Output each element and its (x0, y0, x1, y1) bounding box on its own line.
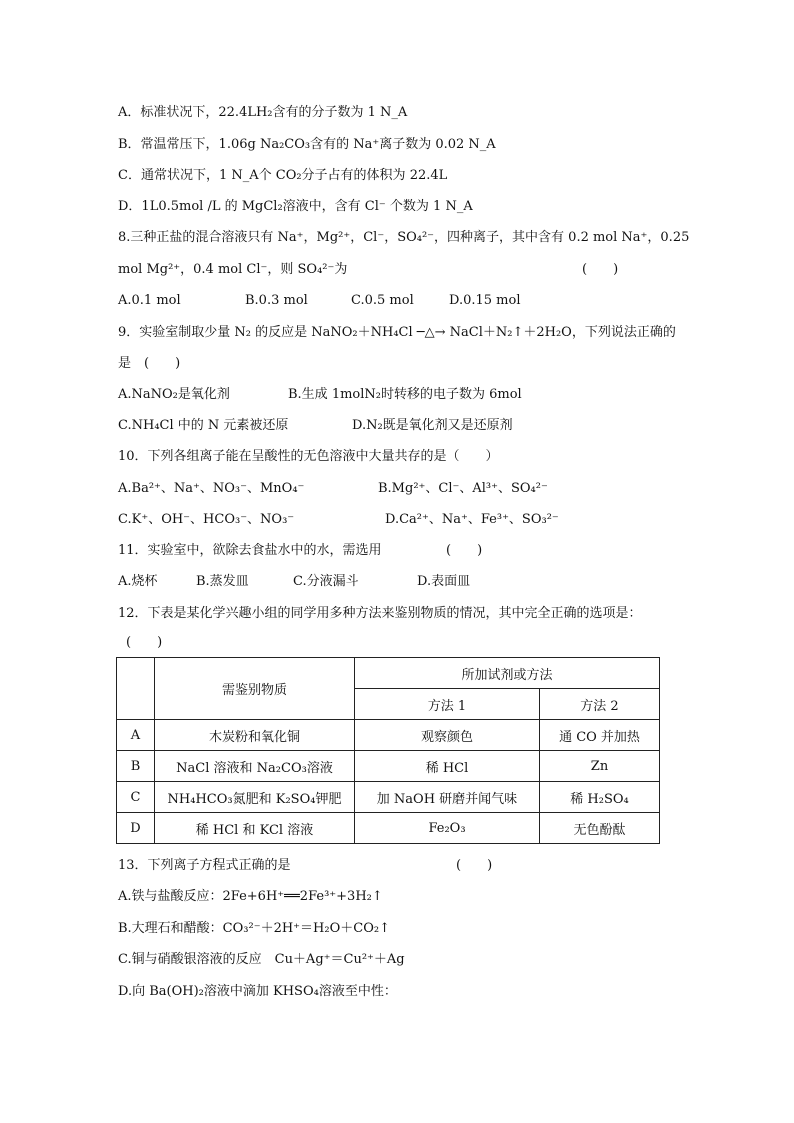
row-method2: 通 CO 并加热 (540, 720, 660, 751)
q9-option-b: B.生成 1molN₂时转移的电子数为 6mol (288, 387, 522, 402)
q10-option-c: C.K⁺、OH⁻、HCO₃⁻、NO₃⁻ (118, 512, 295, 527)
q11-option-b: B.蒸发皿 (196, 574, 249, 589)
q7-option-d: D．1L0.5mol /L 的 MgCl₂溶液中，含有 Cl⁻ 个数为 1 N_A (118, 199, 473, 214)
q10-option-b: B.Mg²⁺、Cl⁻、Al³⁺、SO₄²⁻ (378, 481, 548, 496)
q8-option-b: B.0.3 mol (245, 293, 308, 308)
row-substance: NaCl 溶液和 Na₂CO₃溶液 (155, 751, 355, 782)
row-method1: 加 NaOH 研磨并闻气味 (355, 782, 540, 813)
q11-option-c: C.分液漏斗 (293, 574, 359, 589)
row-method2: 无色酚酞 (540, 813, 660, 844)
row-method1: 观察颜色 (355, 720, 540, 751)
table-row (117, 813, 660, 844)
table-header-option (117, 658, 155, 720)
table-row (117, 782, 660, 813)
q12-table (116, 657, 660, 844)
q13-option-d: D.向 Ba(OH)₂溶液中滴加 KHSO₄溶液至中性： (118, 984, 397, 999)
q7-option-c: C．通常状况下，1 N_A个 CO₂分子占有的体积为 22.4L (118, 168, 448, 183)
table-header-method: 所加试剂或方法 (355, 658, 660, 689)
table-header-substance: 需鉴别物质 (155, 658, 355, 720)
row-method2: 稀 H₂SO₄ (540, 782, 660, 813)
row-option: B (117, 751, 155, 782)
row-method1: Fe₂O₃ (355, 813, 540, 844)
q9-option-a: A.NaNO₂是氧化剂 (118, 387, 230, 402)
q11-answer-paren: ( ) (446, 543, 483, 558)
q13-option-a: A.铁与盐酸反应：2Fe+6H⁺══2Fe³⁺+3H₂↑ (118, 889, 383, 904)
q13-answer-paren: ( ) (456, 858, 493, 873)
q8-option-c: C.0.5 mol (351, 293, 414, 308)
q10-option-d: D.Ca²⁺、Na⁺、Fe³⁺、SO₃²⁻ (385, 512, 559, 527)
row-method2: Zn (540, 751, 660, 782)
q9-option-d: D.N₂既是氧化剂又是还原剂 (352, 418, 513, 433)
q11-option-d: D.表面皿 (417, 574, 471, 589)
row-option: C (117, 782, 155, 813)
row-option: D (117, 813, 155, 844)
row-method1: 稀 HCl (355, 751, 540, 782)
q9-option-c: C.NH₄Cl 中的 N 元素被还原 (118, 418, 289, 433)
table-header-method1: 方法 1 (355, 689, 540, 720)
q7-option-b: B．常温常压下，1.06g Na₂CO₃含有的 Na⁺离子数为 0.02 N_A (118, 137, 496, 152)
q8-stem-line1: 8.三种正盐的混合溶液只有 Na⁺，Mg²⁺，Cl⁻，SO₄²⁻，四种离子，其中含有 0.2 mol Na⁺，0.25 (118, 230, 690, 245)
row-option: A (117, 720, 155, 751)
q9-stem-line2: 是 ( ) (118, 356, 181, 371)
table-row (117, 751, 660, 782)
q13-stem: 13．下列离子方程式正确的是 (118, 858, 291, 873)
q8-option-d: D.0.15 mol (449, 293, 521, 308)
q11-option-a: A.烧杯 (118, 574, 158, 589)
q8-stem-line2: mol Mg²⁺，0.4 mol Cl⁻，则 SO₄²⁻为 (118, 262, 348, 277)
q13-option-c: C.铜与硝酸银溶液的反应 Cu＋Ag⁺＝Cu²⁺＋Ag (118, 952, 405, 967)
table-row (117, 720, 660, 751)
q7-option-a: A．标准状况下，22.4LH₂含有的分子数为 1 N_A (118, 105, 408, 120)
row-substance: NH₄HCO₃氮肥和 K₂SO₄钾肥 (155, 782, 355, 813)
q8-option-a: A.0.1 mol (118, 293, 181, 308)
q8-answer-paren: ( ) (582, 262, 619, 277)
q9-stem-line1: 9．实验室制取少量 N₂ 的反应是 NaNO₂＋NH₄Cl ─△→ NaCl＋N₂↑＋2H₂O，下列说法正确的 (118, 325, 676, 340)
q10-stem: 10．下列各组离子能在呈酸性的无色溶液中大量共存的是（ ） (118, 449, 499, 464)
row-substance: 稀 HCl 和 KCl 溶液 (155, 813, 355, 844)
q11-stem: 11．实验室中，欲除去食盐水中的水，需选用 (118, 543, 382, 558)
row-substance: 木炭粉和氧化铜 (155, 720, 355, 751)
table-header-method2: 方法 2 (540, 689, 660, 720)
q12-stem: 12．下表是某化学兴趣小组的同学用多种方法来鉴别物质的情况，其中完全正确的选项是： (118, 606, 642, 621)
q10-option-a: A.Ba²⁺、Na⁺、NO₃⁻、MnO₄⁻ (118, 481, 305, 496)
q12-answer-paren: ( ) (126, 635, 163, 650)
q13-option-b: B.大理石和醋酸：CO₃²⁻＋2H⁺＝H₂O＋CO₂↑ (118, 921, 390, 936)
